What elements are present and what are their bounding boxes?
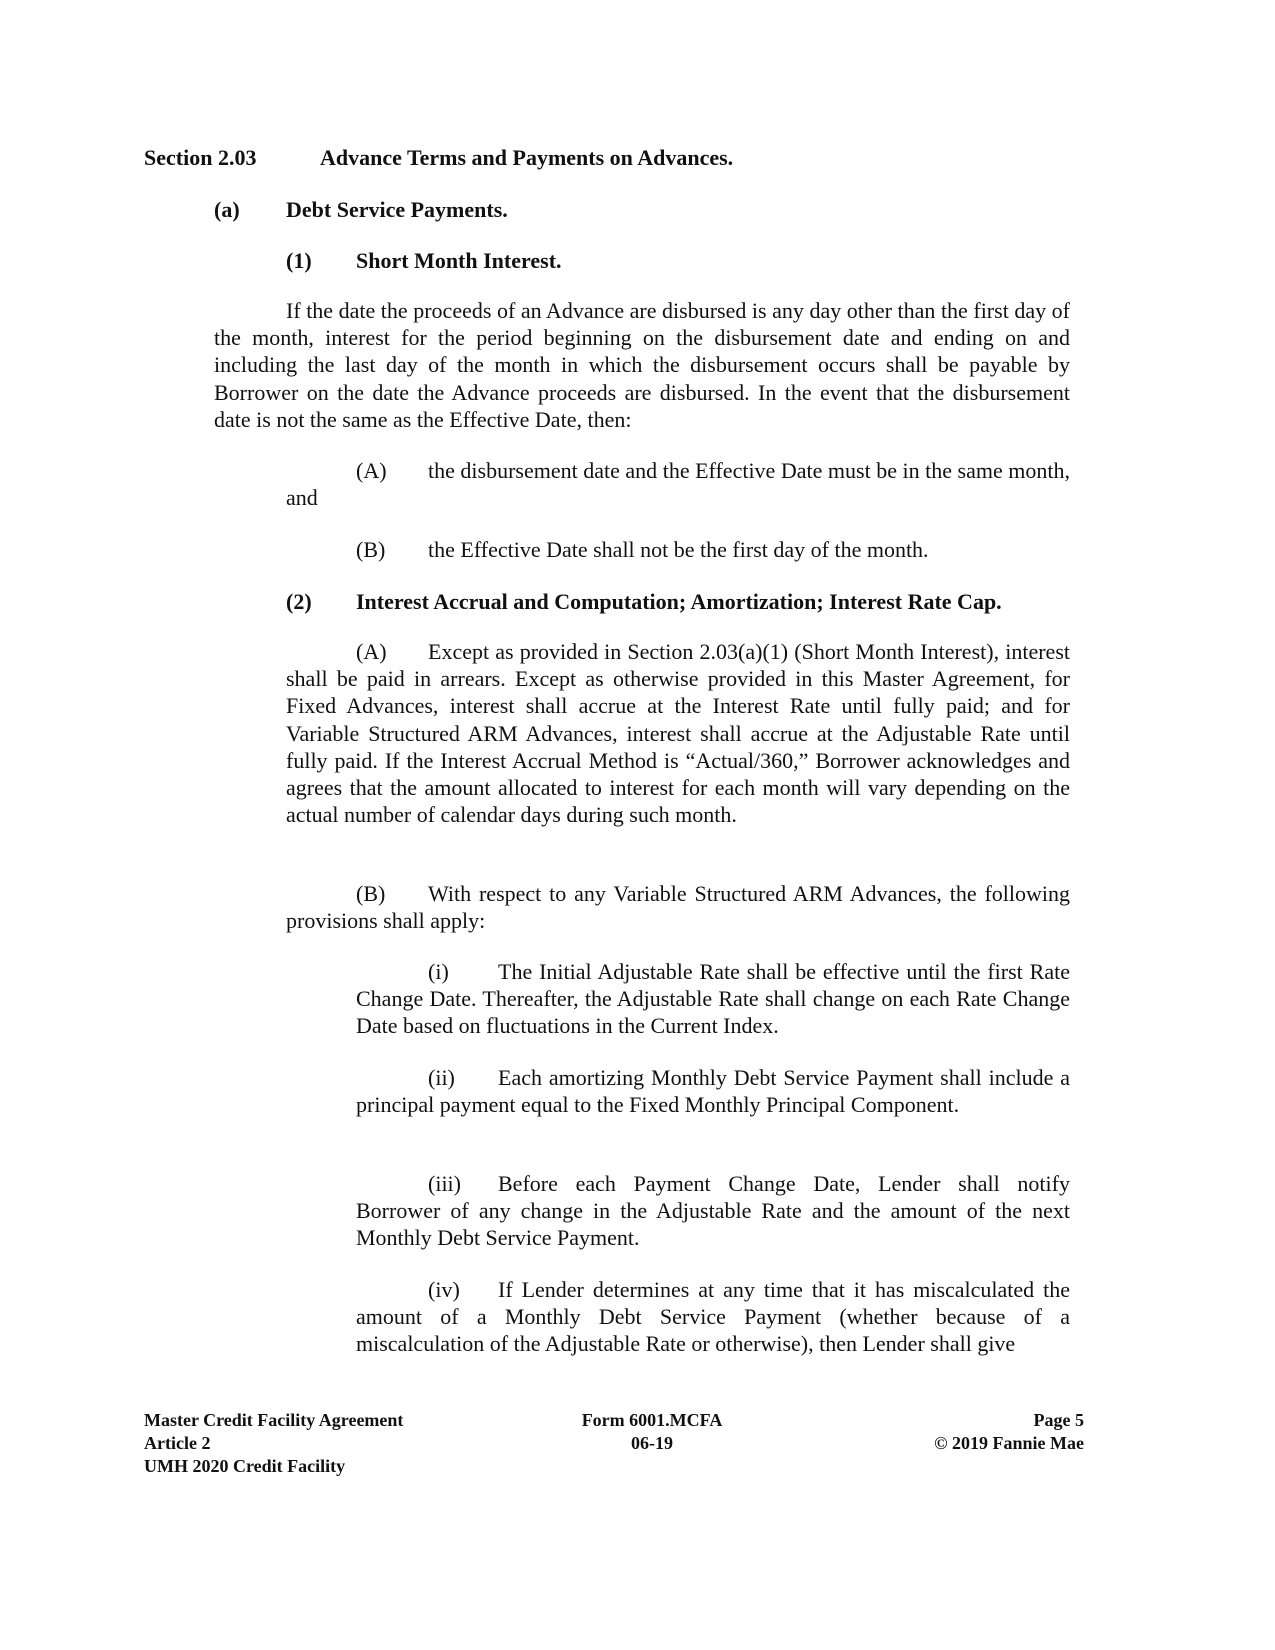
- section-title: Advance Terms and Payments on Advances.: [320, 145, 734, 170]
- subsection-a-title: Debt Service Payments.: [286, 197, 508, 222]
- footer-form-number: Form 6001.MCFA: [581, 1410, 723, 1430]
- item-1-title: Short Month Interest.: [356, 248, 562, 273]
- footer-article: Article 2: [144, 1433, 211, 1453]
- footer-center: [552, 1409, 752, 1455]
- item-2-iv-label: (iv): [428, 1277, 460, 1302]
- item-2-i-text: The Initial Adjustable Rate shall be effective until the first Rate Change Date. Thereafter, the Adjustable Rate shall change on each Rate Change Date based on fluctuations in the Current Index.: [356, 959, 1070, 1039]
- item-2-A: [286, 638, 1070, 828]
- subsection-a-label: (a): [214, 197, 240, 222]
- item-2-ii-text: Each amortizing Monthly Debt Service Payment shall include a principal payment equal to the Fixed Monthly Principal Component.: [356, 1065, 1070, 1118]
- item-2-B: [286, 880, 1070, 934]
- item-2-i: [356, 958, 1070, 1040]
- item-2-i-label: (i): [428, 959, 449, 984]
- footer-left: [144, 1409, 403, 1478]
- item-2-title: Interest Accrual and Computation; Amortization; Interest Rate Cap.: [356, 589, 1002, 614]
- item-2-A-text: Except as provided in Section 2.03(a)(1) (Short Month Interest), interest shall be paid in arrears. Except as otherwise provided in this Master Agreement, for Fixed Advances, interest shall accrue at the Interest Rate until fully paid; and for Variable Structured ARM Advances, interest shall accrue at the Adjustable Rate until fully paid. If the Interest Accrual Method is “Actual/360,” Borrower acknowledges and agrees that the amount allocated to interest for each month will vary depending on the actual number of calendar days during such month.: [286, 639, 1070, 828]
- item-1-label: (1): [286, 248, 312, 273]
- item-2-iii-text: Before each Payment Change Date, Lender shall notify Borrower of any change in the Adjustable Rate and the amount of the next Monthly Debt Service Payment.: [356, 1171, 1070, 1251]
- item-1-A-label: (A): [356, 458, 387, 483]
- footer-right: [884, 1409, 1084, 1455]
- footer-agreement-name: Master Credit Facility Agreement: [144, 1410, 404, 1430]
- item-2-iii: [356, 1170, 1070, 1252]
- item-1-paragraph-text: If the date the proceeds of an Advance are disbursed is any day other than the first day of the month, interest for the period beginning on the disbursement date and ending on and including the last day of the month in which the disbursement occurs shall be payable by Borrower on the date the Advance proceeds are disbursed. In the event that the disbursement date is not the same as the Effective Date, then:: [214, 298, 1070, 432]
- item-2-B-label: (B): [356, 881, 386, 906]
- footer-copyright: © 2019 Fannie Mae: [934, 1433, 1084, 1453]
- item-2-iv-text: If Lender determines at any time that it has miscalculated the amount of a Monthly Debt Service Payment (whether because of a miscalculation of the Adjustable Rate or otherwise), then Lender shall give: [356, 1277, 1070, 1357]
- footer-page-number: Page 5: [1033, 1410, 1084, 1430]
- item-1-A-text: the disbursement date and the Effective Date must be in the same month, and: [286, 458, 1070, 511]
- item-2-B-text: With respect to any Variable Structured ARM Advances, the following provisions shall apply:: [286, 881, 1070, 934]
- item-2-ii: [356, 1064, 1070, 1118]
- item-1-B-text: the Effective Date shall not be the first day of the month.: [428, 537, 929, 562]
- footer-facility-name: UMH 2020 Credit Facility: [144, 1456, 346, 1476]
- item-2-iii-label: (iii): [428, 1171, 461, 1196]
- item-2-label: (2): [286, 589, 312, 614]
- item-1-paragraph: [214, 297, 1070, 433]
- item-1-B-label: (B): [356, 537, 386, 562]
- section-number: Section 2.03: [144, 145, 257, 170]
- item-1-A: [286, 457, 1070, 511]
- footer-form-date: 06-19: [631, 1433, 673, 1453]
- item-2-A-label: (A): [356, 639, 387, 664]
- item-2-iv: [356, 1276, 1070, 1358]
- item-2-ii-label: (ii): [428, 1065, 455, 1090]
